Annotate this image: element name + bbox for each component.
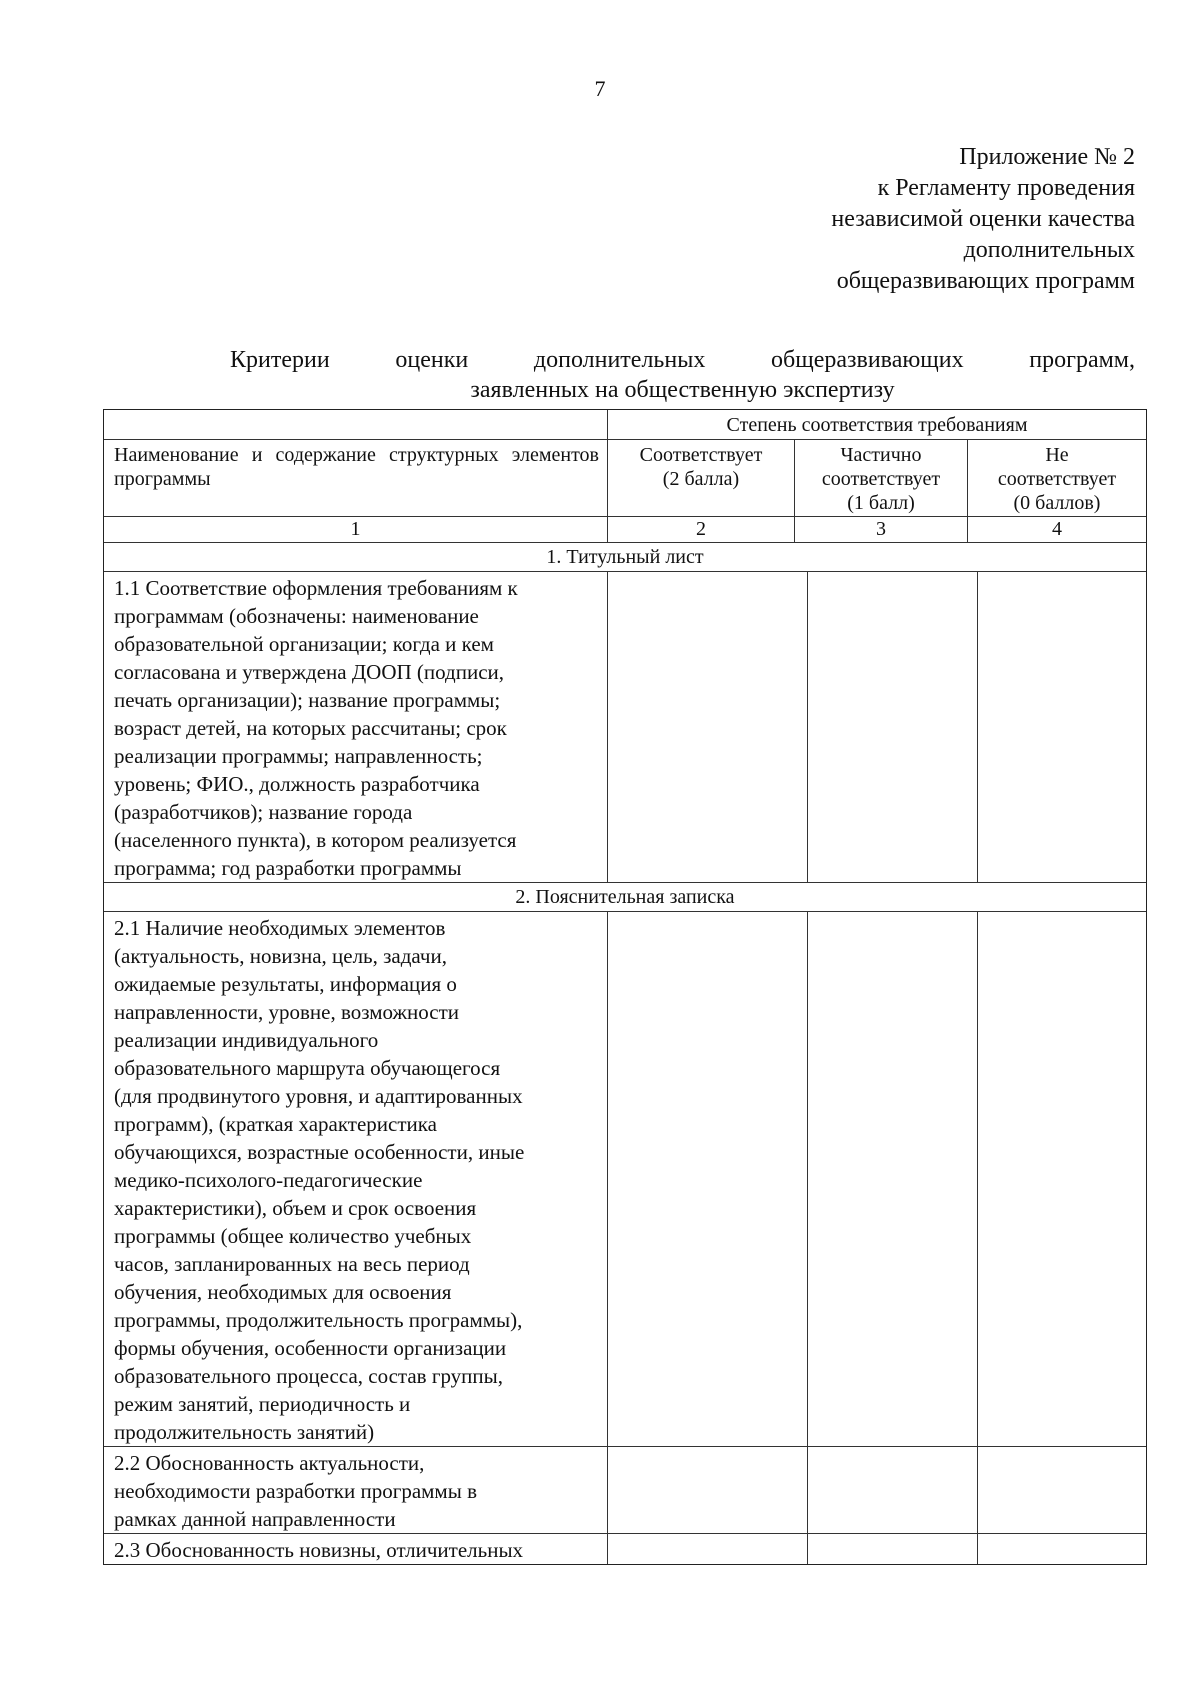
criterion-row — [104, 912, 1146, 1447]
criterion-line: согласована и утверждена ДООП (подписи, — [114, 660, 505, 684]
appendix-header — [831, 142, 1135, 297]
criterion-line: характеристики), объем и срок освоения — [114, 1196, 477, 1220]
score-cell-2[interactable] — [607, 572, 807, 882]
table-group-header-row — [104, 410, 1146, 440]
score-cell-0[interactable] — [977, 912, 1146, 1446]
criterion-line: программы, продолжительность программы), — [114, 1308, 523, 1332]
col4-header — [967, 440, 1146, 516]
criterion-line: обучения, необходимых для освоения — [114, 1280, 452, 1304]
criterion-line: ожидаемые результаты, информация о — [114, 972, 457, 996]
criterion-line: образовательного маршрута обучающегося — [114, 1056, 501, 1080]
col3-header — [794, 440, 967, 516]
criterion-line: образовательной организации; когда и кем — [114, 632, 494, 656]
criterion-line: обучающихся, возрастные особенности, иные — [114, 1140, 525, 1164]
criterion-text — [104, 1447, 607, 1533]
criterion-line: 2.2 Обоснованность актуальности, — [114, 1451, 425, 1475]
criterion-line: продолжительность занятий) — [114, 1420, 375, 1444]
criterion-line: режим занятий, периодичность и — [114, 1392, 411, 1416]
criterion-line: (для продвинутого уровня, и адаптированных — [114, 1084, 523, 1108]
criteria-table — [103, 409, 1147, 1565]
criterion-line: часов, запланированных на весь период — [114, 1252, 470, 1276]
criterion-line: формы обучения, особенности организации — [114, 1336, 507, 1360]
appendix-line: независимой оценки качества — [831, 206, 1135, 232]
criterion-line: программам (обозначены: наименование — [114, 604, 479, 628]
criterion-row — [104, 572, 1146, 883]
score-cell-1[interactable] — [807, 572, 977, 882]
col4-header-line: соответствует — [997, 468, 1117, 490]
criterion-row — [104, 1534, 1146, 1564]
col4-header-line: Не — [1045, 444, 1069, 466]
criterion-line: (населенного пункта), в котором реализуется — [114, 828, 517, 852]
column-number-cell: 3 — [794, 517, 967, 542]
col2-header-line: (2 балла) — [662, 468, 740, 490]
col3-header-line: соответствует — [821, 468, 941, 490]
col2-header — [607, 440, 794, 516]
appendix-line: дополнительных — [963, 237, 1135, 263]
compliance-group-header: Степень соответствия требованиям — [607, 410, 1146, 439]
score-cell-0[interactable] — [977, 1447, 1146, 1533]
section-header-row: 1. Титульный лист — [104, 543, 1146, 572]
criterion-line: (актуальность, новизна, цель, задачи, — [114, 944, 447, 968]
score-cell-1[interactable] — [807, 1534, 977, 1564]
criterion-line: (разработчиков); название города — [114, 800, 413, 824]
column-number-row — [104, 517, 1146, 543]
criterion-text — [104, 1534, 607, 1564]
title-line-1: Критерии оценки дополнительных общеразвивающих программ, — [230, 347, 1135, 373]
criterion-row — [104, 1447, 1146, 1534]
criterion-text — [104, 912, 607, 1446]
criterion-line: программа; год разработки программы — [114, 856, 462, 880]
appendix-line: к Регламенту проведения — [877, 175, 1135, 201]
criterion-line: реализации программы; направленность; — [114, 744, 483, 768]
criterion-line: необходимости разработки программы в — [114, 1479, 477, 1503]
col2-header-line: Соответствует — [639, 444, 763, 466]
criterion-line: программ), (краткая характеристика — [114, 1112, 437, 1136]
score-cell-1[interactable] — [807, 912, 977, 1446]
criterion-line: направленности, уровне, возможности — [114, 1000, 460, 1024]
column-number-cell: 2 — [607, 517, 794, 542]
empty-header-cell — [104, 410, 607, 439]
score-cell-2[interactable] — [607, 912, 807, 1446]
criterion-line: 2.3 Обоснованность новизны, отличительных — [114, 1538, 524, 1562]
criterion-line: 1.1 Соответствие оформления требованиям к — [114, 576, 518, 600]
criterion-line: уровень; ФИО., должность разработчика — [114, 772, 480, 796]
criterion-line: программы (общее количество учебных — [114, 1224, 472, 1248]
score-cell-2[interactable] — [607, 1534, 807, 1564]
section-header-row: 2. Пояснительная записка — [104, 883, 1146, 912]
score-cell-0[interactable] — [977, 572, 1146, 882]
col3-header-line: Частично — [840, 444, 922, 466]
criterion-line: медико-психолого-педагогические — [114, 1168, 423, 1192]
score-cell-2[interactable] — [607, 1447, 807, 1533]
column-number-cell: 1 — [350, 518, 361, 540]
criterion-text — [104, 572, 607, 882]
criterion-line: реализации индивидуального — [114, 1028, 379, 1052]
criterion-line: 2.1 Наличие необходимых элементов — [114, 916, 446, 940]
title-line-2: заявленных на общественную экспертизу — [470, 377, 895, 403]
appendix-line: общеразвивающих программ — [836, 268, 1135, 294]
criterion-line: рамках данной направленности — [114, 1507, 396, 1531]
col3-header-line: (1 балл) — [847, 492, 915, 514]
score-cell-0[interactable] — [977, 1534, 1146, 1564]
criterion-line: возраст детей, на которых рассчитаны; срок — [114, 716, 507, 740]
score-cell-1[interactable] — [807, 1447, 977, 1533]
criterion-line: печать организации); название программы; — [114, 688, 501, 712]
criterion-line: образовательного процесса, состав группы, — [114, 1364, 504, 1388]
document-title — [230, 345, 1135, 405]
col4-header-line: (0 баллов) — [1013, 492, 1101, 514]
col1-header: Наименование и содержание структурных элементов программы — [114, 444, 599, 490]
column-number-cell: 4 — [967, 517, 1146, 542]
table-column-header-row — [104, 440, 1146, 517]
page-number: 7 — [594, 76, 606, 101]
appendix-line: Приложение № 2 — [959, 144, 1135, 170]
